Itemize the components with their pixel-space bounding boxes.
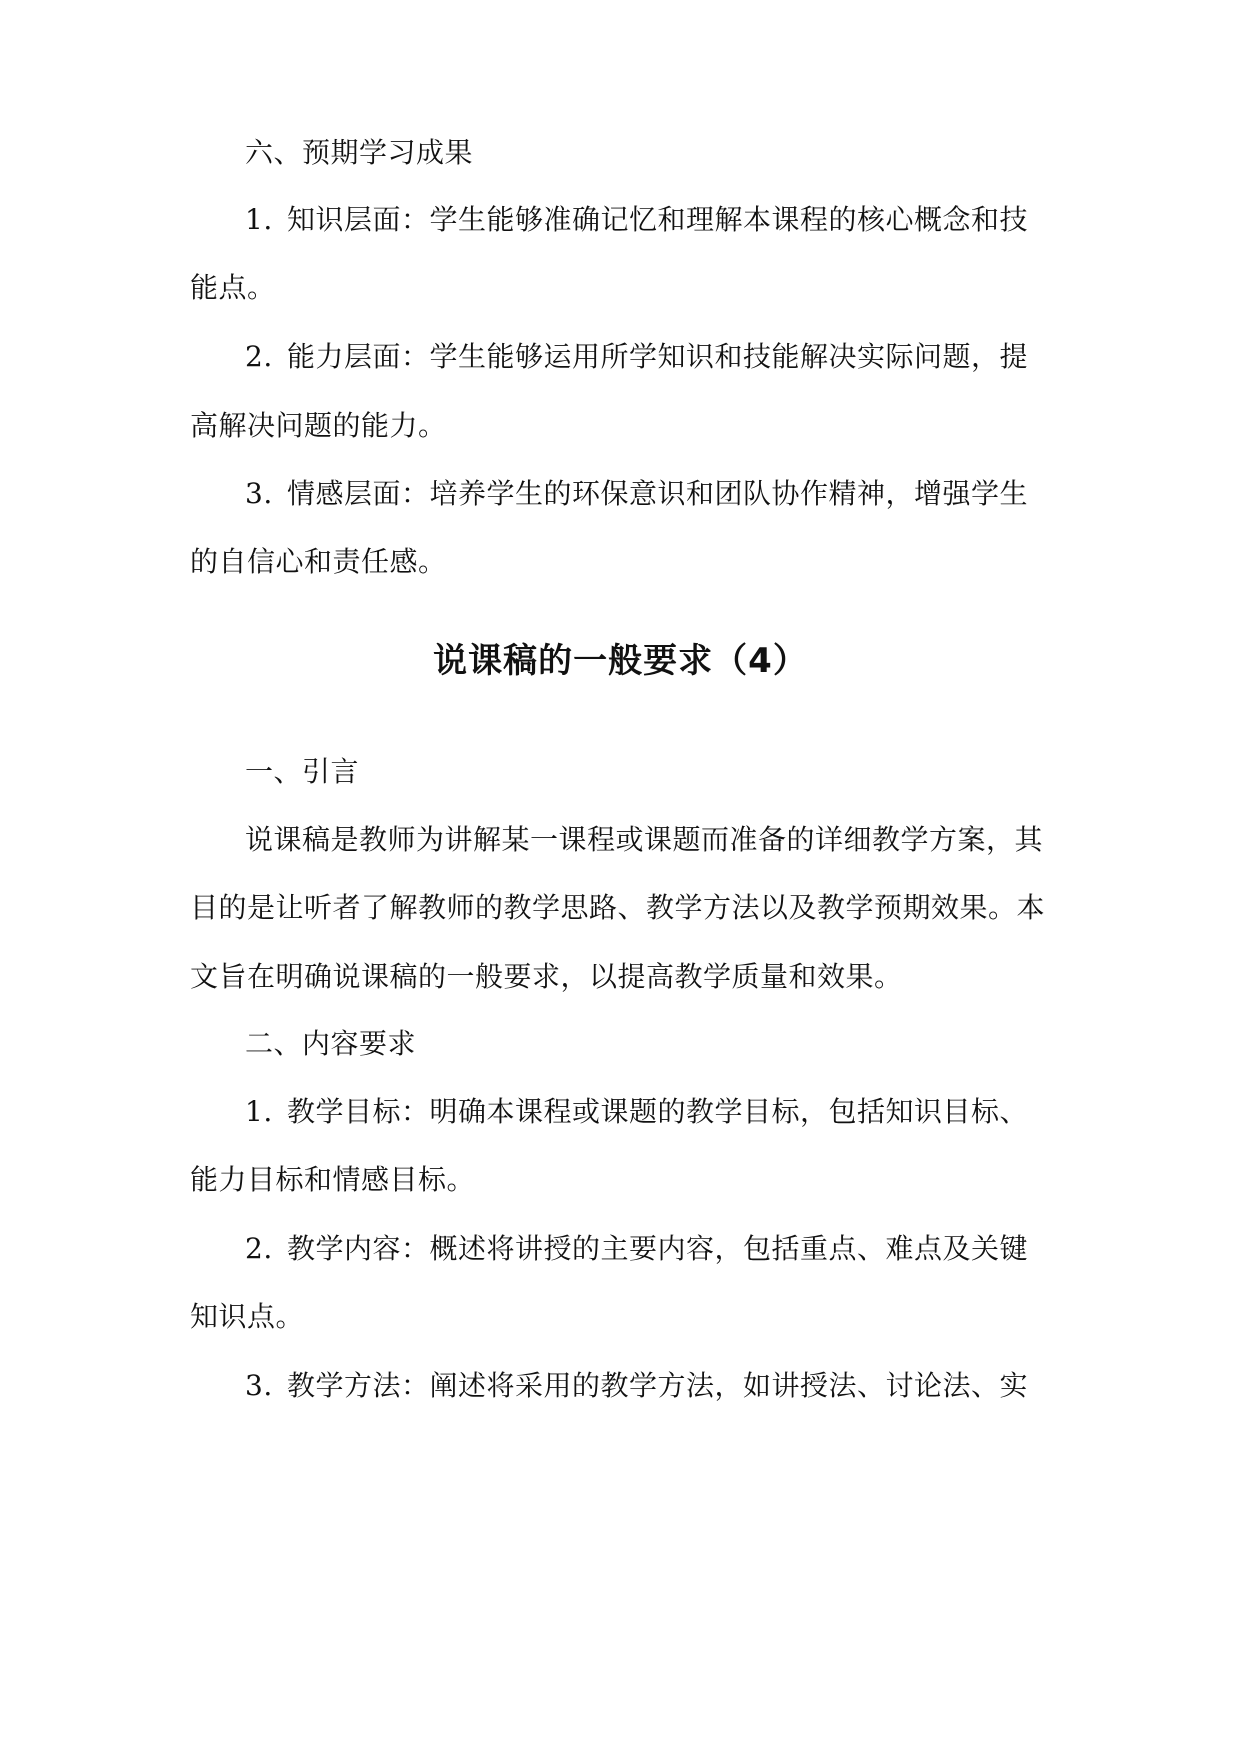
article-title: 说课稿的一般要求（4） bbox=[433, 641, 808, 681]
item-text: 能力层面：学生能够运用所学知识和技能解决实际问题，提 bbox=[287, 340, 1029, 373]
section-6-item-1-cont: 能点。 bbox=[190, 271, 276, 304]
item-number: 3. bbox=[245, 1369, 273, 1402]
section-1-heading: 一、引言 bbox=[245, 755, 360, 788]
section-6-item-3-cont: 的自信心和责任感。 bbox=[190, 545, 447, 578]
section-2-heading: 二、内容要求 bbox=[245, 1027, 417, 1060]
item-text: 教学目标：明确本课程或课题的教学目标，包括知识目标、 bbox=[287, 1095, 1029, 1128]
content-item-2-cont: 知识点。 bbox=[190, 1300, 305, 1333]
item-text: 知识层面：学生能够准确记忆和理解本课程的核心概念和技 bbox=[287, 203, 1029, 236]
content-item-1 bbox=[245, 1092, 1060, 1132]
item-number: 1. bbox=[245, 203, 273, 236]
section-6-heading: 六、预期学习成果 bbox=[245, 136, 474, 169]
item-text: 教学内容：概述将讲授的主要内容，包括重点、难点及关键 bbox=[287, 1232, 1029, 1265]
item-number: 3. bbox=[245, 477, 273, 510]
intro-paragraph-line-2: 目的是让听者了解教师的教学思路、教学方法以及教学预期效果。本 bbox=[190, 891, 1046, 924]
item-number: 2. bbox=[245, 1232, 273, 1265]
item-number: 2. bbox=[245, 340, 273, 373]
intro-paragraph-line-3: 文旨在明确说课稿的一般要求，以提高教学质量和效果。 bbox=[190, 960, 903, 993]
item-number: 1. bbox=[245, 1095, 273, 1128]
content-item-2 bbox=[245, 1229, 1060, 1269]
section-6-item-2 bbox=[245, 337, 1060, 377]
section-6-item-2-cont: 高解决问题的能力。 bbox=[190, 409, 447, 442]
intro-paragraph-line-1: 说课稿是教师为讲解某一课程或课题而准备的详细教学方案，其 bbox=[245, 823, 1044, 856]
section-6-item-1 bbox=[245, 200, 1060, 240]
item-text: 情感层面：培养学生的环保意识和团队协作精神，增强学生 bbox=[287, 477, 1029, 510]
item-text: 教学方法：阐述将采用的教学方法，如讲授法、讨论法、实 bbox=[287, 1369, 1029, 1402]
content-item-1-cont: 能力目标和情感目标。 bbox=[190, 1163, 476, 1196]
section-6-item-3 bbox=[245, 474, 1060, 514]
content-item-3 bbox=[245, 1366, 1060, 1406]
